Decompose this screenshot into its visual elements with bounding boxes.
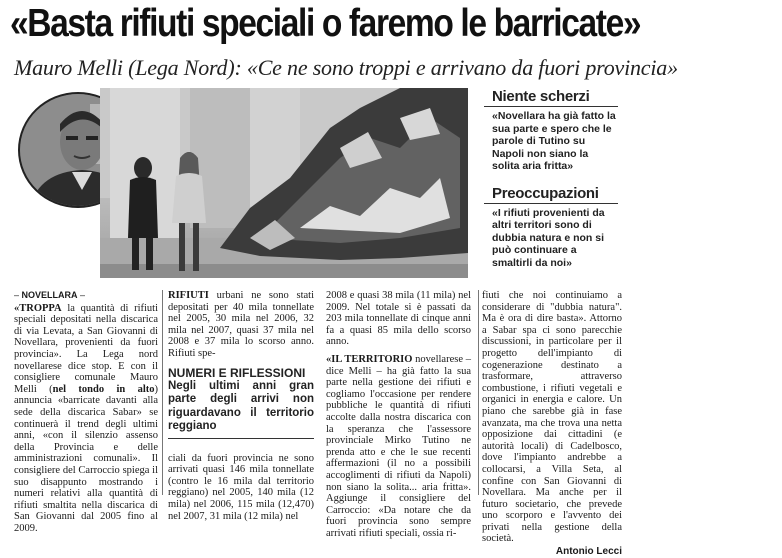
box-text: Negli ultimi anni gran parte degli arrivi non riguardavano il territorio reggiano	[168, 380, 314, 439]
column-divider	[162, 290, 163, 495]
article-column-3	[326, 290, 471, 539]
dateline: – NOVELLARA –	[14, 290, 86, 300]
paragraph: «IL TERRITORIO novellarese – dice Melli – ha già fatto la sua parte nella gestione dei rifiuti e cogliamo l'occasione per rendere pubbliche le quantità di rifiuti accolte dalla nostra discarica con la speranza che l'assessore provinciale Mirko Tutino ne prenda atto e che le sue recenti affermazioni (il no a possibili accoglimenti di rifiuti da Napoli) non siano la solita... aria fritta». Aggiunge il consigliere del Carroccio: «Da notare che da fuori provincia sono sempre arrivati rifiuti speciali, ossia ri-	[326, 353, 472, 539]
photo-illustration	[100, 88, 468, 278]
paragraph: fiuti che noi continuiamo a considerare di "dubbia natura". Ma è ora di dire basta». Attorno a Sabar spa ci sono parecchie discussioni, in particolare per il progetto dell'impianto di cogenerazione destinato a trasformare, attraverso combustione, i rifiuti vegetali e organici in energia e calore. Un piano che sarebbe già in fase avanzata, ma che trova una netta opposizione dai cittadini (e autorità locali) di Cadelbosco, dove l'impianto andrebbe a collocarsi, a Villa Seta, al confine con San Giovanni di Novellara. Ma anche per il futuro societario, che prevede uno scorporo e l'avvento dei privati nella gestione della società.	[482, 290, 622, 545]
sidebar-title-1: Niente scherzi	[484, 88, 618, 107]
article-column-4	[482, 290, 622, 558]
article-headline: «Basta rifiuti speciali o faremo le barricate»	[10, 2, 641, 45]
box-title: NUMERI E RIFLESSIONI	[168, 365, 306, 380]
sidebar-quote-1: «Novellara ha già fatto la sua parte e spero che le parole di Tutino su Napoli non siano la solita aria fritta»	[492, 110, 616, 172]
article-column-2	[168, 290, 314, 522]
paragraph: «TROPPA la quantità di rifiuti speciali depositati nella discarica di via Levata, a San Giovanni di Novellara, provenienti da fuori provincia». La Lega nord novellarese dice stop. E con il consigliere comunale Mauro Melli (nel tondo in alto) annuncia «barricate davanti alla sede della discarica Sabar» se continuerà il trend degli ultimi anni, «con il silenzio assenso della Provincia e delle amministrazioni comunali». Il consigliere del Carroccio spiega il suo disappunto mostrando i numeri relativi alla quantità di rifiuti smaltita nella discarica di San Giovanni dal 2005 fino al 2009.	[14, 302, 159, 534]
article-photo	[100, 88, 468, 278]
paragraph: RIFIUTI urbani ne sono stati depositati per 40 mila tonnellate nel 2005, 30 mila nel 2006, 32 mila nel 2007, quasi 37 mila nel 2008 e 37 mila lo scorso anno. Rifiuti spe-	[168, 290, 314, 359]
sidebar-quote-2: «I rifiuti provenienti da altri territori sono di dubbia natura e non si può continuare a smaltirli da noi»	[492, 206, 605, 269]
paragraph: 2008 e quasi 38 mila (11 mila) nel 2009. Nel totale si è passati da 203 mila tonnellate di cinque anni fa a quasi 85 mila dello scorso anno.	[326, 290, 471, 348]
sidebar-quotes	[484, 88, 618, 281]
paragraph: ciali da fuori provincia ne sono arrivati quasi 146 mila tonnellate (contro le 16 mila dal territorio reggiano) nel 2005, 140 mila (12 mila) nel 2006, 115 mila (12,470) nel 2007, 31 mila (12 mila) nel	[168, 452, 314, 522]
byline: Antonio Lecci	[555, 546, 622, 558]
article-column-1	[14, 290, 158, 534]
article-subhead: Mauro Melli (Lega Nord): «Ce ne sono troppi e arrivano da fuori provincia»	[14, 55, 678, 80]
sidebar-title-2: Preoccupazioni	[484, 185, 618, 204]
column-divider	[478, 290, 479, 495]
